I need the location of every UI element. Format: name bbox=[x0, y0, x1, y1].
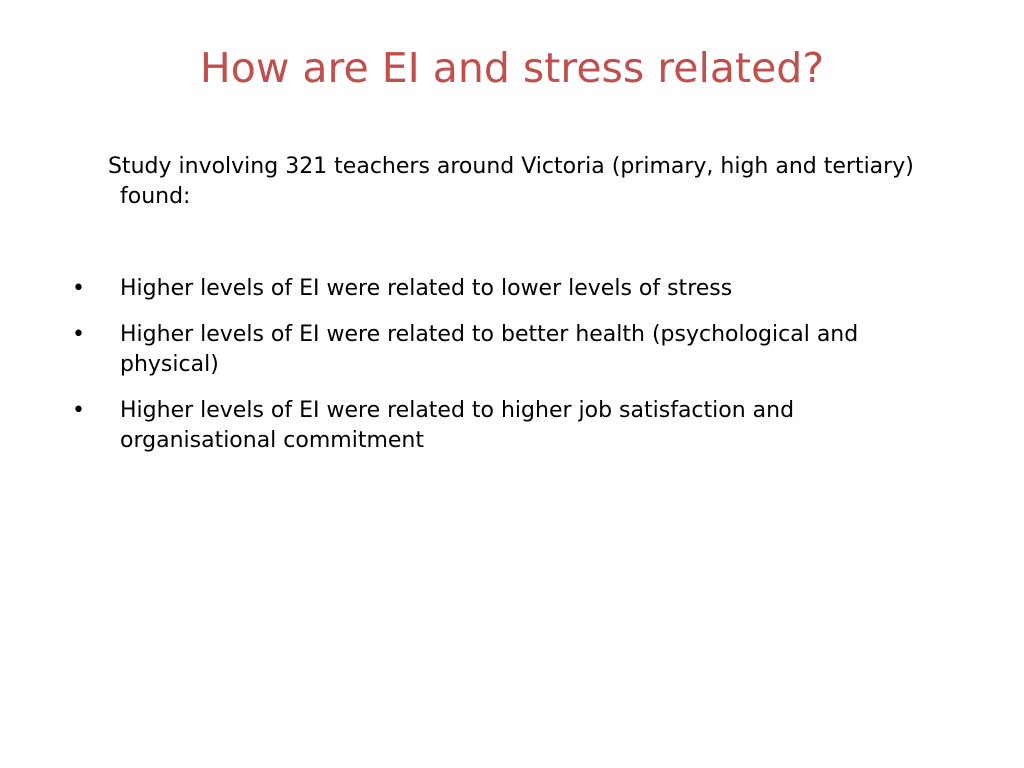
slide-title: How are EI and stress related? bbox=[199, 44, 825, 92]
bullet-item bbox=[64, 320, 944, 380]
bullet-marker: • bbox=[72, 322, 85, 347]
bullet-text: Higher levels of EI were related to higher job satisfaction and organisational commitment bbox=[120, 398, 795, 453]
bullet-item bbox=[64, 396, 944, 456]
bullet-item bbox=[64, 274, 944, 304]
bullet-text: Higher levels of EI were related to lower levels of stress bbox=[120, 276, 733, 301]
intro-text: Study involving 321 teachers around Victoria (primary, high and tertiary) found: bbox=[108, 154, 914, 209]
bullet-text: Higher levels of EI were related to better health (psychological and physical) bbox=[120, 322, 859, 377]
bullet-marker: • bbox=[72, 276, 85, 301]
bullet-marker: • bbox=[72, 398, 85, 423]
bullet-list bbox=[64, 274, 944, 472]
